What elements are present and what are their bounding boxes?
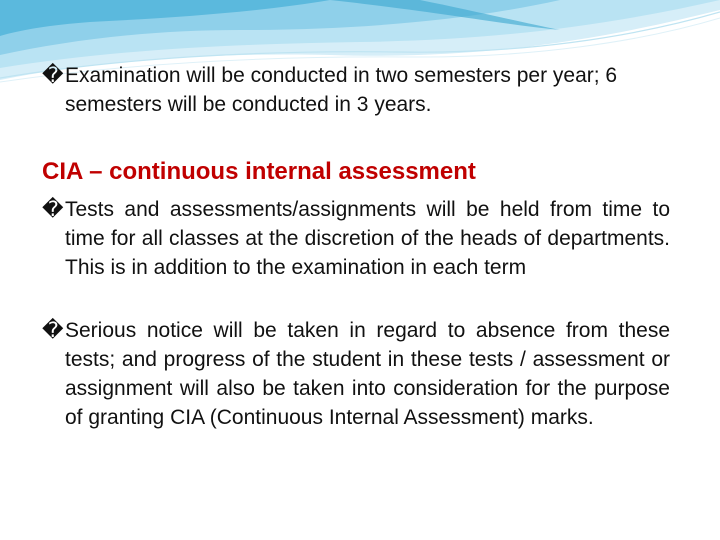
bullet-tests — [42, 195, 670, 282]
bullet-marker: � — [42, 198, 64, 221]
bullet-marker: � — [42, 319, 64, 342]
bullet-text: Tests and assessments/assignments will be held from time to time for all classes at the discretion of the heads of departments. This is in addition to the examination in each term — [65, 198, 670, 279]
bullet-marker: � — [42, 64, 64, 87]
bullet-serious-notice — [42, 316, 670, 432]
bullet-text: Serious notice will be taken in regard to absence from these tests; and progress of the student in these tests / assessment or assignment will also be taken into consideration for the purpose of granting CIA (Continuous Internal Assessment) marks. — [65, 319, 670, 429]
section-heading: CIA – continuous internal assessment — [42, 158, 476, 185]
bullet-text: Examination will be conducted in two semesters per year; 6 semesters will be conducted in 3 years. — [65, 64, 618, 116]
bullet-examination — [42, 61, 670, 119]
